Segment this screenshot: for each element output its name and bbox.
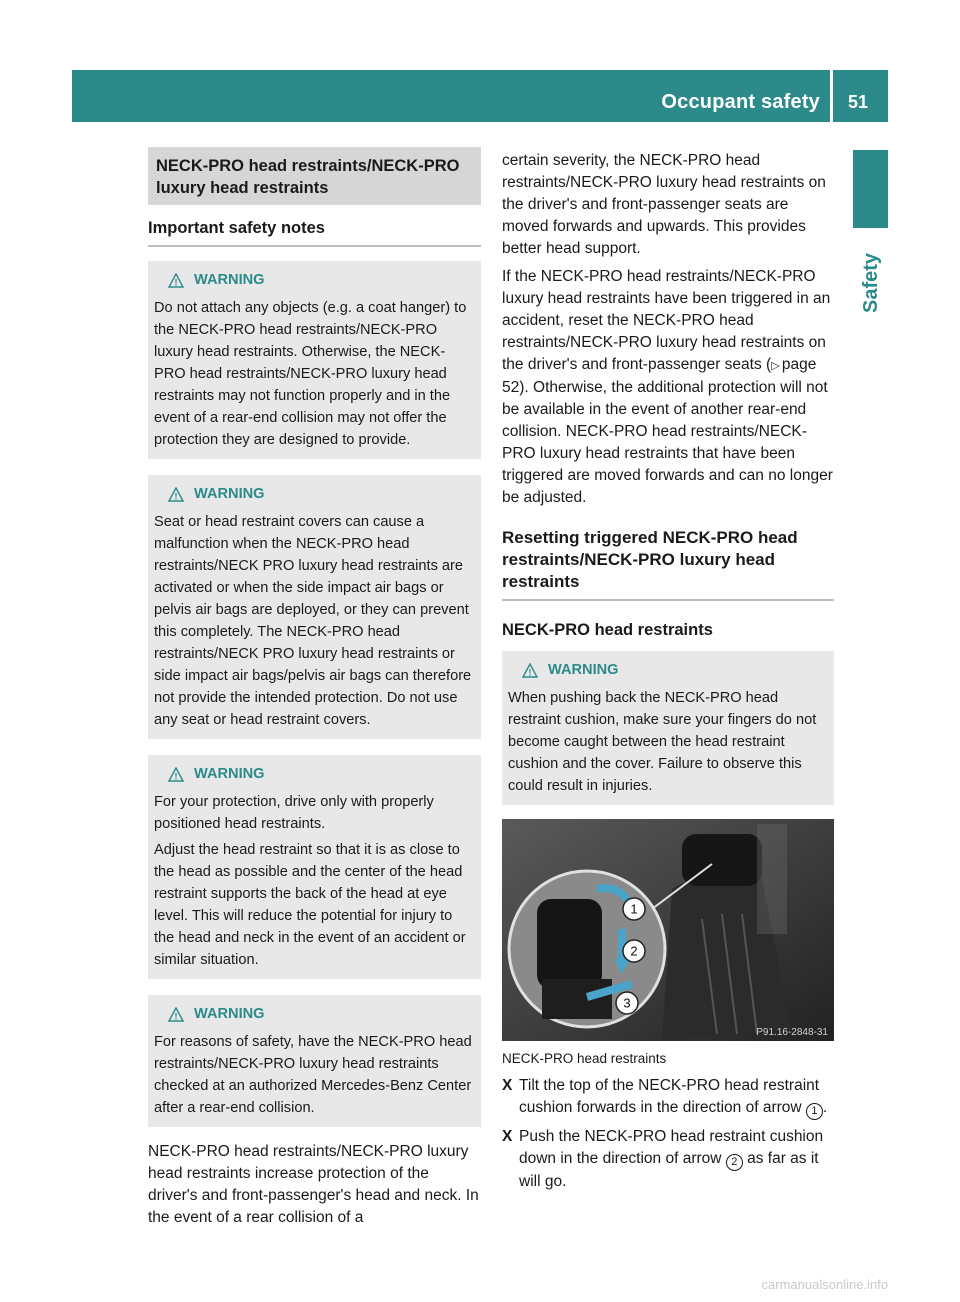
- figure-code: P91.16-2848-31: [756, 1027, 828, 1038]
- warning-text: Seat or head restraint covers can cause a malfunction when the NECK-PRO head restraints/NECK PRO luxury head restraints are activated or when the side impact air bags or pelvis air bags are deployed, or they can prevent this completely. The NECK-PRO head restraints/NECK PRO luxury head restraints or side impact air bags/pelvis air bags can therefore not provide the intended protection. Do not use any seat or head restraint covers.: [154, 514, 472, 728]
- warning-triangle-icon: [168, 1007, 184, 1022]
- warning-box: [148, 755, 481, 979]
- instruction-step: X Push the NECK-PRO head restraint cushion down in the direction of arrow 2 as far as it will go.: [502, 1126, 834, 1193]
- warning-title: ! WARNING: [154, 269, 474, 291]
- svg-text:!: !: [528, 667, 532, 677]
- callout-1: 1: [630, 901, 638, 917]
- warning-box: [502, 651, 834, 805]
- section-title: NECK-PRO head restraints/NECK-PRO luxury head restraints: [148, 147, 481, 205]
- figure-illustration: [502, 819, 834, 1041]
- warning-box: [148, 995, 481, 1127]
- warning-text: For your protection, drive only with properly positioned head restraints.: [154, 794, 434, 832]
- callout-ref: 1: [806, 1103, 823, 1120]
- page-number: 51: [848, 92, 869, 112]
- warning-box: [148, 475, 481, 739]
- warning-text: For reasons of safety, have the NECK-PRO head restraints/NECK-PRO luxury head restraints checked at an authorized Mercedes-Benz Center after a rear-end collision.: [154, 1034, 472, 1116]
- section-heading-resetting: Resetting triggered NECK-PRO head restraints/NECK-PRO luxury head restraints: [502, 527, 834, 601]
- body-paragraph: If the NECK-PRO head restraints/NECK-PRO luxury head restraints have been triggered in an accident, reset the NECK-PRO head restraints/NECK-PRO luxury head restraints on the driver's and front-passenger seats (▷ page 52). Otherwise, the additional protection will not be available in the event of another rear-end collision. NECK-PRO head restraints/NECK-PRO luxury head restraints that have been triggered are moved forwards and can no longer be adjusted.: [502, 268, 833, 506]
- warning-triangle-icon: [168, 487, 184, 502]
- page-title: Occupant safety: [661, 91, 820, 113]
- step-marker: X: [502, 1128, 513, 1145]
- callout-2: 2: [630, 943, 638, 959]
- warning-triangle-icon: [168, 273, 184, 288]
- warning-triangle-icon: [522, 663, 538, 678]
- head-restraint-figure: [502, 819, 834, 1041]
- subheading-safety-notes: Important safety notes: [148, 217, 481, 247]
- page-reference-link[interactable]: page 52: [502, 356, 817, 396]
- right-column: [502, 150, 834, 1193]
- svg-text:!: !: [174, 1011, 178, 1021]
- warning-box: [148, 261, 481, 459]
- warning-title: ! WARNING: [508, 659, 827, 681]
- subheading-neck-pro: NECK-PRO head restraints: [502, 621, 713, 639]
- warning-text: Do not attach any objects (e.g. a coat hanger) to the NECK-PRO head restraints/NECK-PRO luxury head restraints. Otherwise, the NECK-PRO head restraints/NECK-PRO luxury head restraints may not function properly and in the event of a rear-end collision may not offer the protection they are designed to provide.: [154, 300, 467, 448]
- section-tab-label: Safety: [859, 252, 882, 314]
- step-marker: X: [502, 1077, 513, 1094]
- instruction-step: X Tilt the top of the NECK-PRO head restraint cushion forwards in the direction of arrow 1 .: [502, 1075, 834, 1120]
- svg-text:!: !: [174, 277, 178, 287]
- watermark: carmanualsonline.info: [761, 1277, 888, 1292]
- body-paragraph: certain severity, the NECK-PRO head restraints/NECK-PRO luxury head restraints on the driver's and front-passenger seats are moved forwards and upwards. This provides better head support.: [502, 152, 826, 257]
- callout-3: 3: [623, 995, 631, 1011]
- svg-text:!: !: [174, 771, 178, 781]
- figure-caption: NECK-PRO head restraints: [502, 1051, 667, 1066]
- warning-title: ! WARNING: [154, 483, 474, 505]
- triangle-right-icon: ▷: [771, 360, 782, 372]
- callout-ref: 2: [726, 1154, 743, 1171]
- warning-text: When pushing back the NECK-PRO head restraint cushion, make sure your fingers do not become caught between the head restraint cushion and the cover. Failure to observe this could result in injuries.: [508, 690, 817, 794]
- warning-triangle-icon: [168, 767, 184, 782]
- svg-text:!: !: [174, 491, 178, 501]
- section-tab-marker: [853, 150, 888, 228]
- header-divider: [830, 70, 833, 122]
- body-paragraph: NECK-PRO head restraints/NECK-PRO luxury head restraints increase protection of the driver's and front-passenger's head and neck. In the event of a rear collision of a: [148, 1143, 479, 1226]
- warning-title: ! WARNING: [154, 1003, 474, 1025]
- left-column: [148, 147, 481, 1229]
- warning-title: ! WARNING: [154, 763, 474, 785]
- warning-text: Adjust the head restraint so that it is as close to the head as possible and the center of the head restraint supports the back of the head at eye level. This will reduce the potential for injury to the head and neck in the event of an accident or similar situation.: [154, 842, 466, 968]
